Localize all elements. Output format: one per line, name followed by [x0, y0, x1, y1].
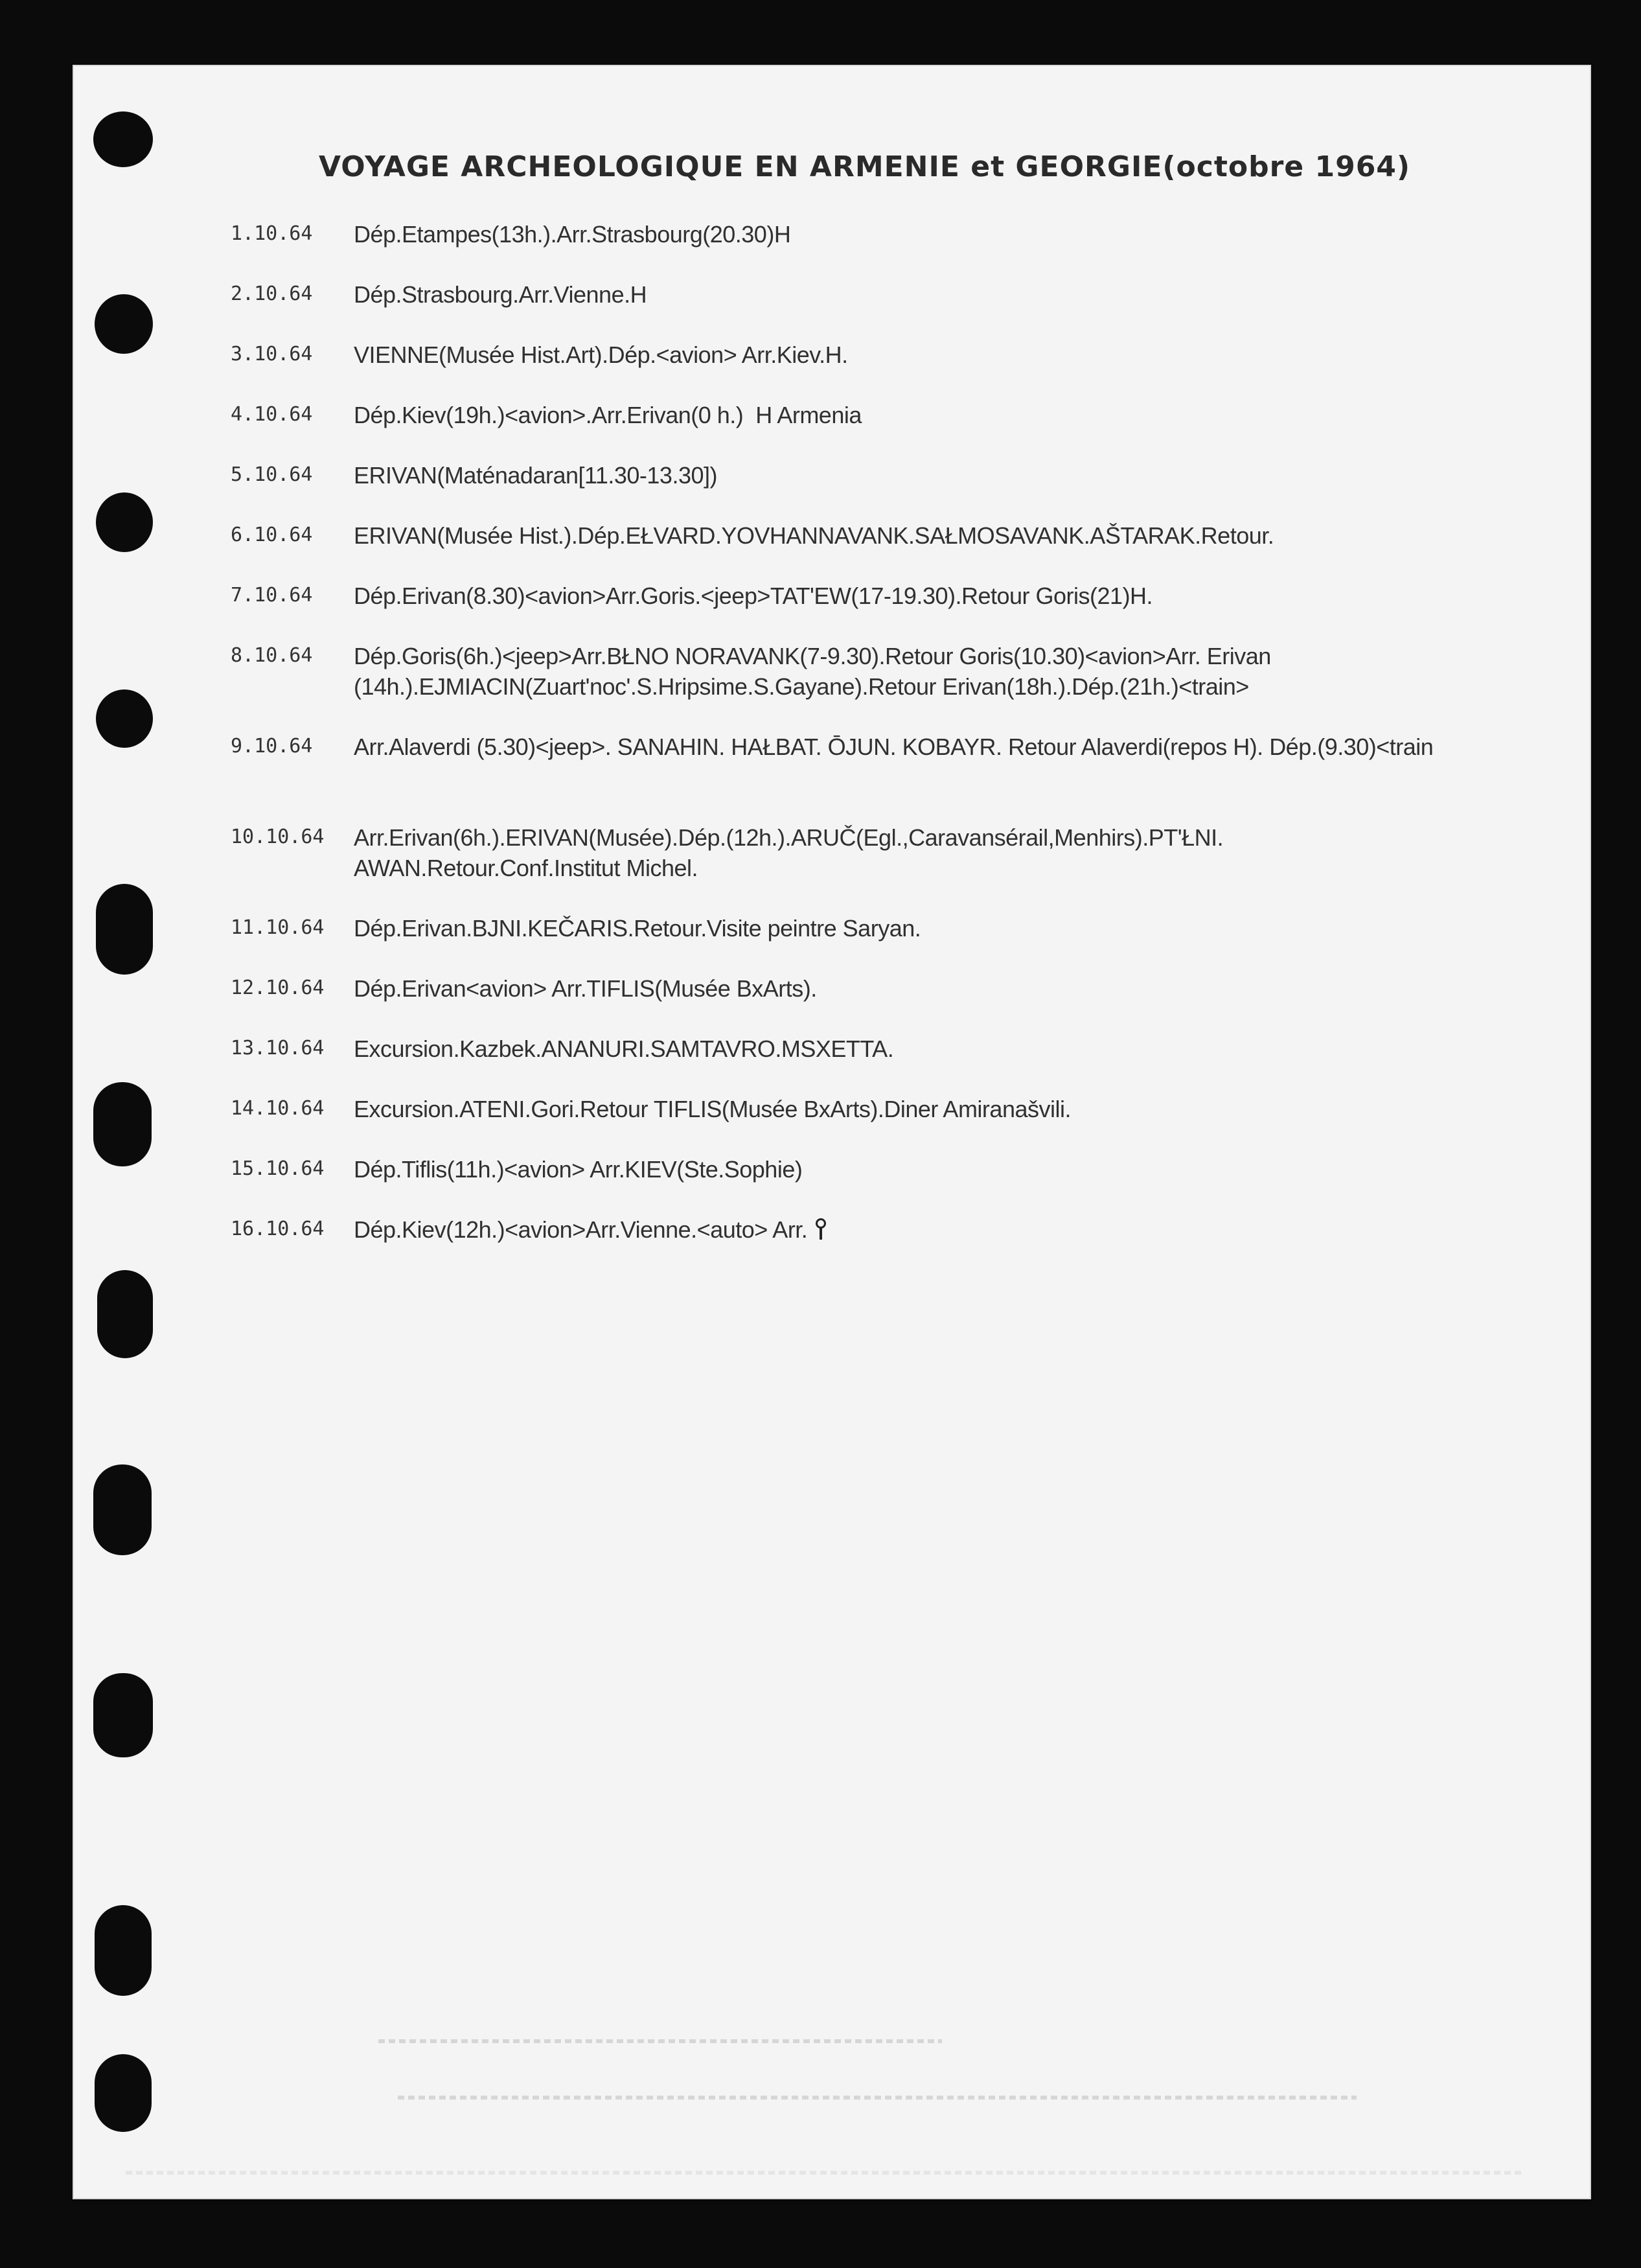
list-item: [231, 732, 1436, 822]
entry-text: Dép.Kiev(19h.)<avion>.Arr.Erivan(0 h.) H Armenia: [354, 402, 862, 428]
entry-text: Arr.Alaverdi (5.30)<jeep>. SANAHIN. HAŁBAT. ŌJUN. KOBAYR. Retour Alaverdi(repos H). Dép.(9.30)<train: [354, 734, 1434, 760]
list-item: [231, 340, 1436, 400]
entry-text: Dép.Strasbourg.Arr.Vienne.H: [354, 281, 647, 308]
binder-hole: [96, 492, 153, 552]
list-item: [231, 1034, 1436, 1094]
entry-date: 6.10.64: [231, 524, 313, 546]
entry-date: 9.10.64: [231, 735, 313, 758]
entry-text: Excursion.ATENI.Gori.Retour TIFLIS(Musée BxArts).Diner Amiranašvili.: [354, 1096, 1071, 1122]
document-title: VOYAGE ARCHEOLOGIQUE EN ARMENIE et GEORGIE(octobre 1964): [319, 150, 1411, 183]
binder-hole: [97, 1270, 153, 1358]
entry-date: 5.10.64: [231, 463, 313, 486]
entry-text-content: Dép.Kiev(12h.)<avion>Arr.Vienne.<auto> Arr.: [354, 1216, 808, 1243]
entry-date: 16.10.64: [231, 1218, 325, 1240]
entry-date: 14.10.64: [231, 1097, 325, 1120]
bleed-through-line: [398, 2096, 1357, 2100]
entry-date: 11.10.64: [231, 916, 325, 939]
entry-text: Excursion.Kazbek.ANANURI.SAMTAVRO.MSXETTA.: [354, 1036, 894, 1062]
entry-text: ERIVAN(Maténadaran[11.30-13.30]): [354, 462, 717, 489]
binder-hole: [95, 294, 153, 354]
key-symbol-icon: [814, 1218, 828, 1240]
binder-hole: [96, 689, 153, 748]
list-item: [231, 219, 1436, 279]
list-item: [231, 279, 1436, 340]
entry-date: 15.10.64: [231, 1157, 325, 1180]
binder-hole: [93, 111, 153, 167]
entry-date: 12.10.64: [231, 977, 325, 999]
entry-date: 2.10.64: [231, 283, 313, 305]
entry-date: 4.10.64: [231, 403, 313, 426]
entry-text: Dép.Etampes(13h.).Arr.Strasbourg(20.30)H: [354, 221, 791, 248]
entry-text: Dép.Erivan<avion> Arr.TIFLIS(Musée BxArts).: [354, 975, 817, 1002]
entry-date: 10.10.64: [231, 826, 325, 848]
itinerary-list: [231, 219, 1436, 1275]
binder-hole: [96, 884, 153, 975]
list-item: [231, 400, 1436, 460]
entry-text: [354, 1214, 1436, 1245]
binder-hole: [93, 1673, 153, 1757]
entry-text: VIENNE(Musée Hist.Art).Dép.<avion> Arr.Kiev.H.: [354, 341, 848, 368]
list-item: [231, 822, 1436, 913]
list-item: [231, 913, 1436, 973]
list-item: [231, 1154, 1436, 1214]
list-item: [231, 1094, 1436, 1154]
bleed-through-line: [378, 2039, 942, 2043]
entry-date: 3.10.64: [231, 343, 313, 365]
list-item: [231, 973, 1436, 1034]
list-item: [231, 460, 1436, 520]
binder-hole: [93, 1464, 152, 1555]
entry-date: 1.10.64: [231, 222, 313, 245]
binder-hole: [93, 1082, 152, 1166]
list-item: [231, 1214, 1436, 1275]
entry-date: 8.10.64: [231, 644, 313, 667]
binder-hole: [95, 1905, 152, 1996]
entry-text: Dép.Erivan(8.30)<avion>Arr.Goris.<jeep>TAT'EW(17-19.30).Retour Goris(21)H.: [354, 583, 1153, 609]
entry-date: 7.10.64: [231, 584, 313, 607]
list-item: [231, 641, 1436, 732]
entry-text: Dép.Tiflis(11h.)<avion> Arr.KIEV(Ste.Sophie): [354, 1156, 803, 1183]
entry-text: Dép.Goris(6h.)<jeep>Arr.BŁNO NORAVANK(7-9.30).Retour Goris(10.30)<avion>Arr. Erivan (14h.).EJMIACIN(Zuart'noc'.S.Hripsime.S.Gayane).Retour Erivan(18h.).Dép.(21h.)<train>: [354, 643, 1278, 700]
entry-text: ERIVAN(Musée Hist.).Dép.EŁVARD.YOVHANNAVANK.SAŁMOSAVANK.AŠTARAK.Retour.: [354, 522, 1274, 549]
entry-text: Arr.Erivan(6h.).ERIVAN(Musée).Dép.(12h.).ARUČ(Egl.,Caravansérail,Menhirs).PT'ŁNI. AWAN.Retour.Conf.Institut Michel.: [354, 824, 1228, 881]
bleed-through-line: [126, 2171, 1525, 2175]
binder-hole: [95, 2054, 152, 2132]
list-item: [231, 520, 1436, 581]
entry-text: Dép.Erivan.BJNI.KEČARIS.Retour.Visite peintre Saryan.: [354, 915, 921, 942]
list-item: [231, 581, 1436, 641]
entry-date: 13.10.64: [231, 1037, 325, 1059]
